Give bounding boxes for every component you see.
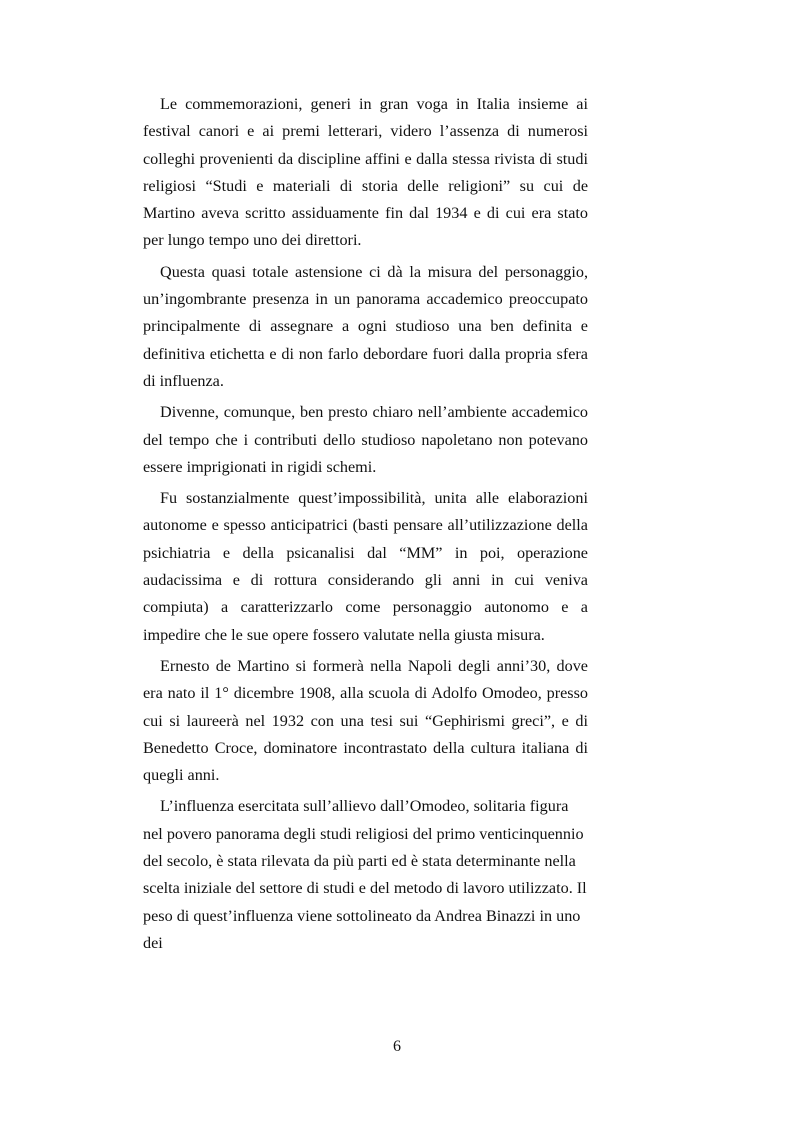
paragraph-abstention: Questa quasi totale astensione ci dà la misura del personaggio, un’ingombrante presenza in un panorama accademico preoccupato principalmente di assegnare a ogni studioso una ben definita e definitiva etichetta e di non farlo debordare fuori dalla propria sfera di influenza. xyxy=(143,262,588,390)
paragraph-formation: Ernesto de Martino si formerà nella Napoli degli anni’30, dove era nato il 1° dicembre 1908, alla scuola di Adolfo Omodeo, presso cui si laureerà nel 1932 con una tesi sui “Gephirismi greci”, e di Benedetto Croce, dominatore incontrastato della cultura italiana di quegli anni. xyxy=(143,656,588,785)
paragraph-commemorations: Le commemorazioni, generi in gran voga in Italia insieme ai festival canori e ai premi letterari, videro l’assenza di numerosi colleghi provenienti da discipline affini e dalla stessa rivista di studi religiosi “Studi e materiali di storia delle religioni” su cui de Martino aveva scritto assiduamente fin dal 1934 e di cui era stato per lungo tempo uno dei direttori. xyxy=(143,95,588,250)
page-number: 6 xyxy=(393,1038,401,1055)
paragraph-academic-environment: Divenne, comunque, ben presto chiaro nell’ambiente accademico del tempo che i contributi dello studioso napoletano non potevano essere imprigionati in rigidi schemi. xyxy=(143,403,588,476)
paragraph-impossibility: Fu sostanzialmente quest’impossibilità, unita alle elaborazioni autonome e spesso anticipatrici (basti pensare all’utilizzazione della psichiatria e della psicanalisi dal “MM” in poi, operazione audacissima e di rottura considerando gli anni in cui veniva compiuta) a caratterizzarlo come personaggio autonomo e a impedire che le sue opere fossero valutate nella giusta misura. xyxy=(143,489,588,644)
paragraph-omodeo-influence: L’influenza esercitata sull’allievo dall’Omodeo, solitaria figura nel povero panorama degli studi religiosi del primo venticinquennio del secolo, è stata rilevata da più parti ed è stata determinante nella scelta iniziale del settore di studi e del metodo di lavoro utilizzato. Il peso di quest’influenza viene sottolineato da Andrea Binazzi in uno dei xyxy=(143,797,587,952)
body-text xyxy=(143,91,588,961)
